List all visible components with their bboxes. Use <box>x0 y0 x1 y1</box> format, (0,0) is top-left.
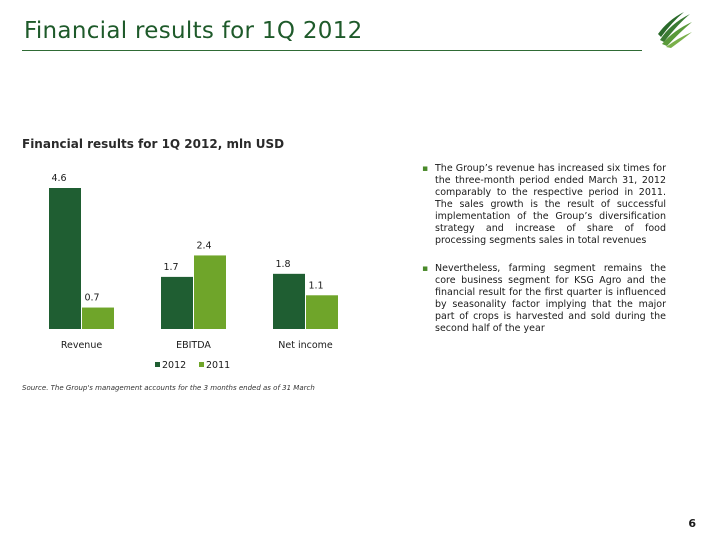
chart-heading: Financial results for 1Q 2012, mln USD <box>22 137 285 151</box>
bullet-item <box>420 163 666 247</box>
data-label: 4.6 <box>51 173 67 184</box>
leaf-stripes-logo-icon <box>654 10 694 48</box>
title-divider <box>22 50 642 51</box>
category-label: Revenue <box>60 340 103 351</box>
bar-2012 <box>273 274 305 329</box>
legend-swatch <box>199 362 204 367</box>
page-number: 6 <box>688 517 696 530</box>
bar-2011 <box>82 308 114 329</box>
bar-2011 <box>194 255 226 329</box>
bullet-text: The Group’s revenue has increased six times for the three-month period ended March 31, 2012 comparably to the respective period in 2011. The sales growth is the result of successful implementation of the Group’s diversification strategy and increase of share of food processing segments sales in total revenues <box>435 163 666 246</box>
bar-2012 <box>49 188 81 329</box>
data-label: 0.7 <box>84 292 100 304</box>
legend-swatch <box>155 362 160 367</box>
bar-2011 <box>306 295 338 329</box>
data-label: 1.1 <box>308 280 324 292</box>
bullet-item <box>420 263 666 335</box>
bullet-icon: ▪ <box>422 264 429 274</box>
legend-label: 2011 <box>206 360 231 371</box>
data-label: 2.4 <box>196 240 212 252</box>
category-label: Net income <box>278 340 333 351</box>
slide-title: Financial results for 1Q 2012 <box>24 18 363 44</box>
data-label: 1.7 <box>163 261 179 273</box>
bullet-text: Nevertheless, farming segment remains the core business segment for KSG Agro and the financial result for the first quarter is influenced by seasonality factor implying that the major part of crops is harvested and sold during the second half of the year <box>435 263 666 334</box>
bar-2012 <box>161 277 193 329</box>
data-label: 1.8 <box>275 258 291 270</box>
bullet-icon: ▪ <box>422 164 429 174</box>
source-note: Source. The Group's management accounts for the 3 months ended as of 31 March <box>22 384 315 392</box>
bullet-list <box>420 163 666 351</box>
legend-label: 2012 <box>162 360 187 371</box>
category-label: EBITDA <box>176 340 211 351</box>
